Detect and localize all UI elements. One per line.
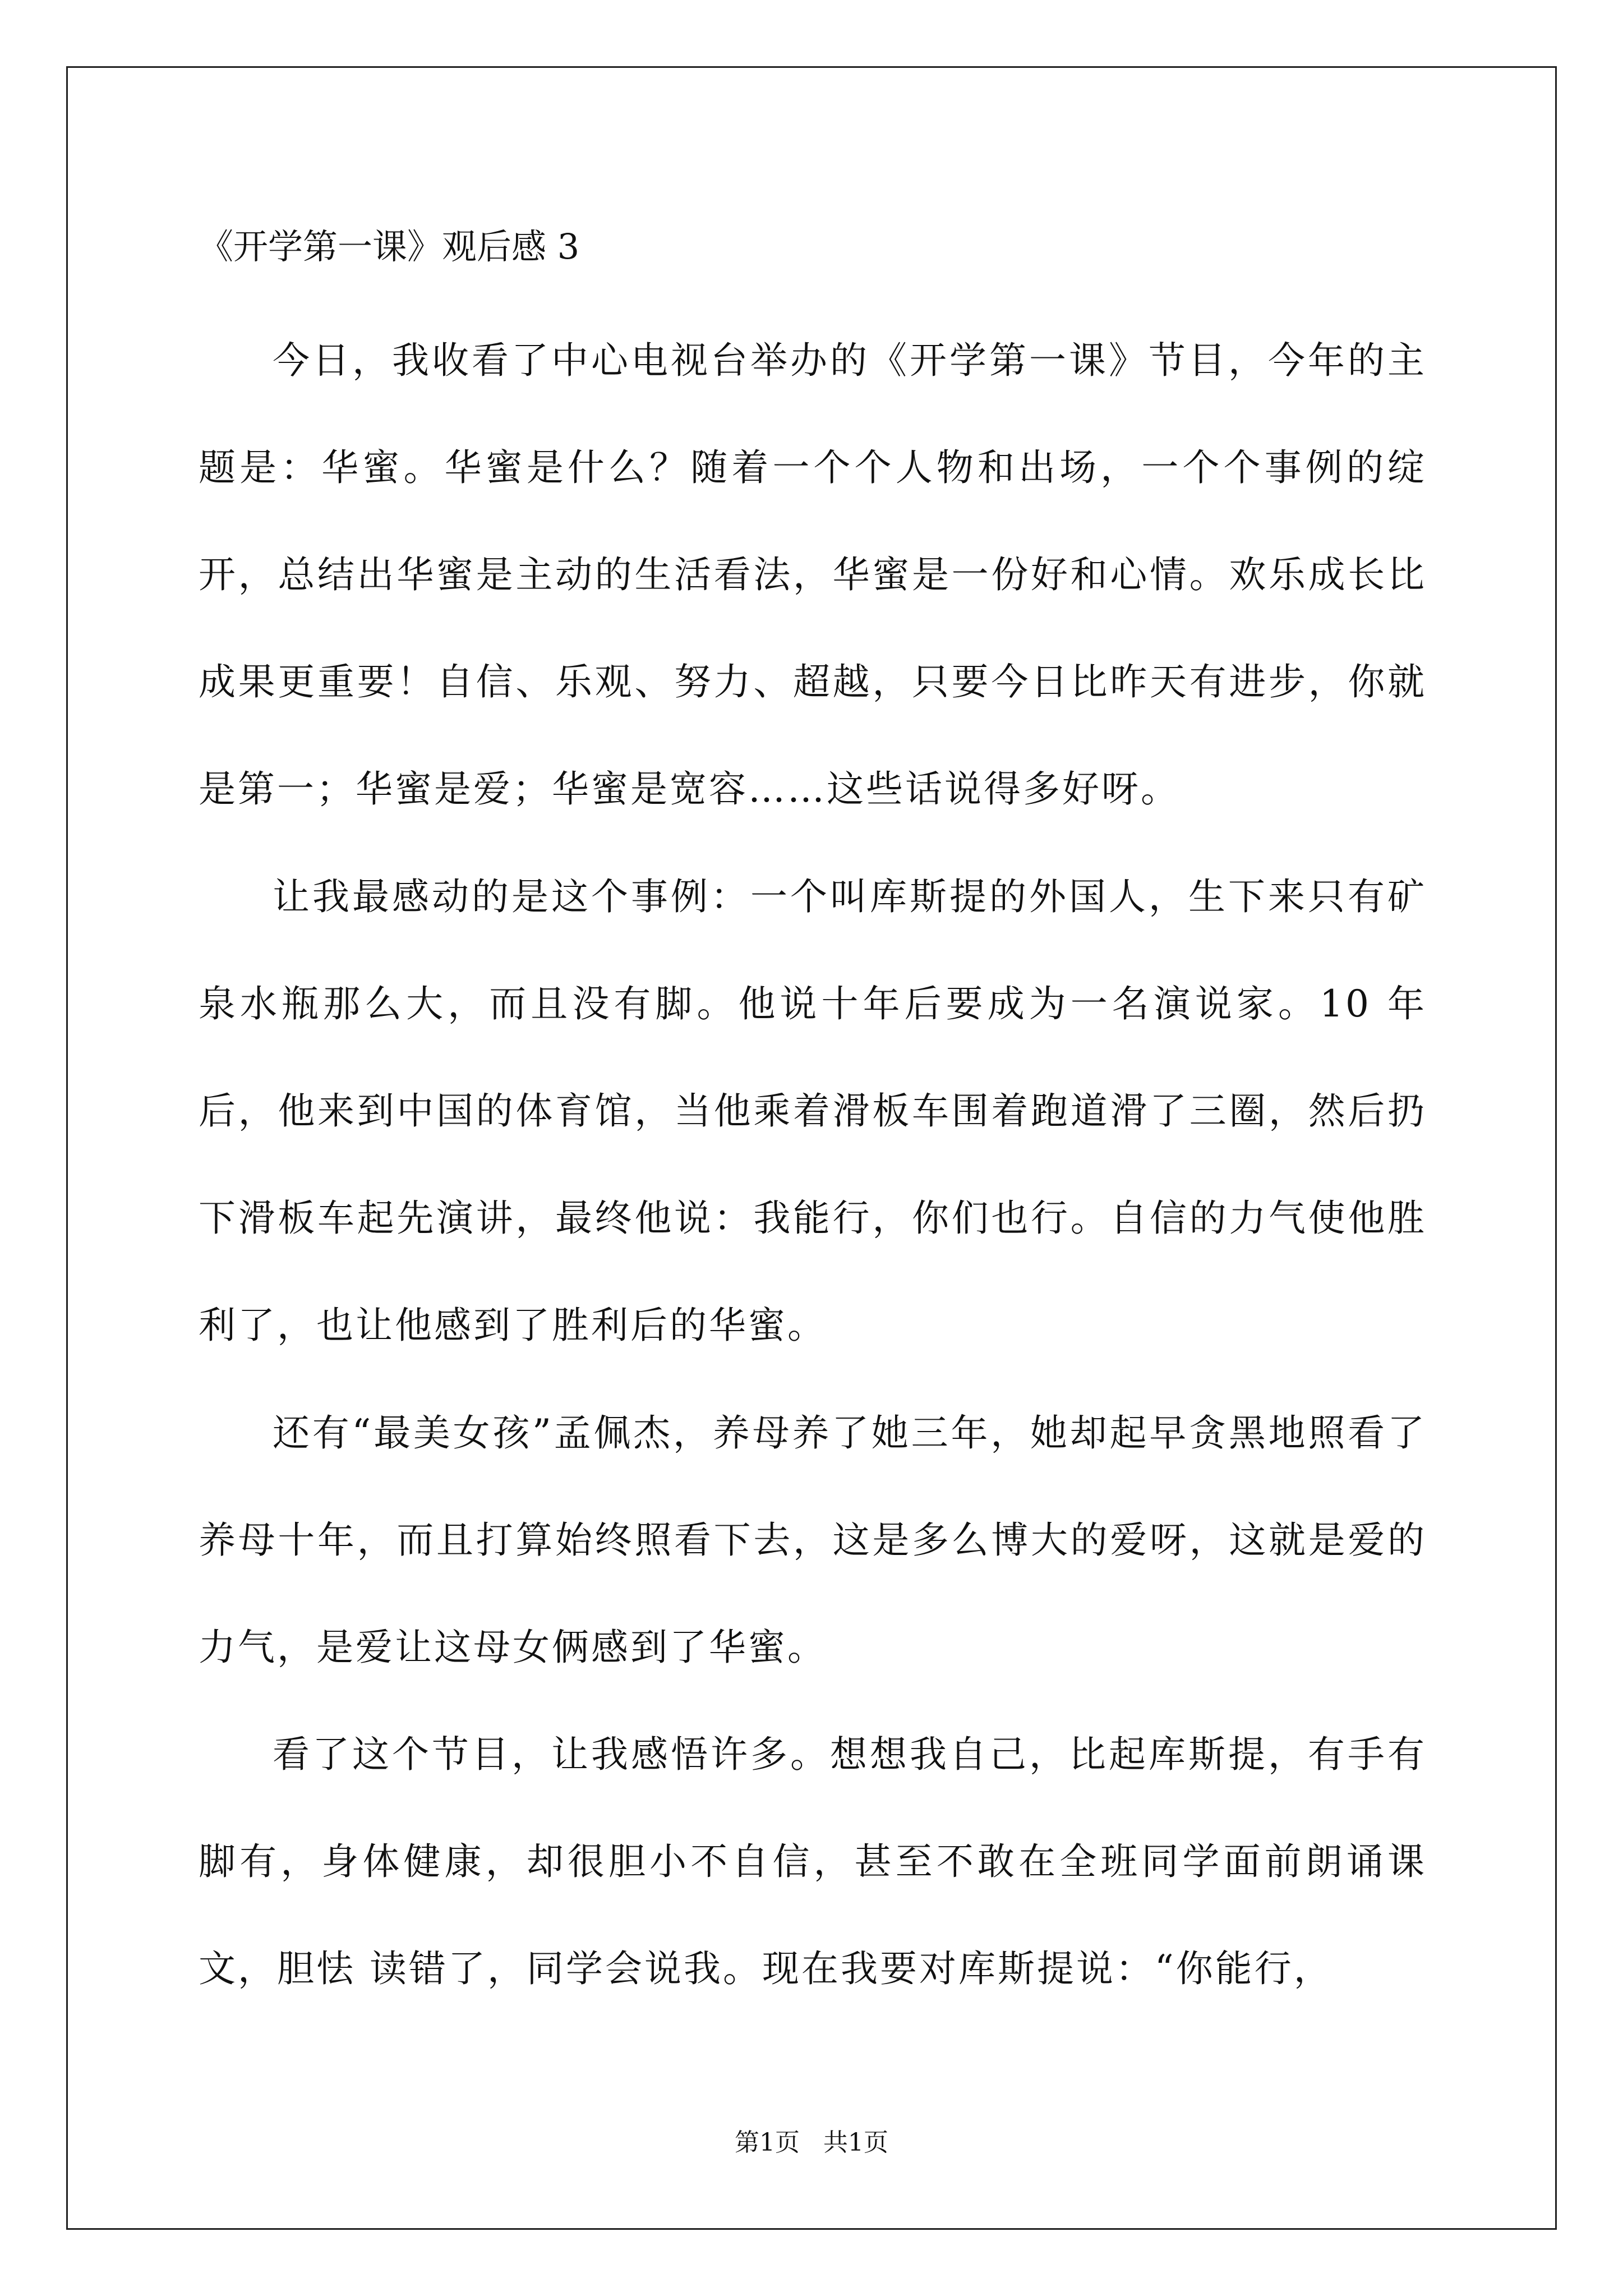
paragraph-1: 今日，我收看了中心电视台举办的《开学第一课》节目，今年的主题是：华蜜。华蜜是什么？随着一个个人物和出场，一个个事例的绽开，总结出华蜜是主动的生活看法，华蜜是一份好和心情。欢乐成长比成果更重要！自信、乐观、努力、超越，只要今日比昨天有进步，你就是第一；华蜜是爱；华蜜是宽容……这些话说得多好呀。 [199,339,1427,811]
paragraph-2: 让我最感动的是这个事例：一个叫库斯提的外国人，生下来只有矿泉水瓶那么大，而且没有脚。他说十年后要成为一名演说家。10 年后，他来到中国的体育馆，当他乘着滑板车围着跑道滑了三圈，然后扔下滑板车起先演讲，最终他说：我能行，你们也行。自信的力气使他胜利了，也让他感到了胜利后的华蜜。 [199,875,1427,1347]
page-footer: 第1页 共1页 [735,2128,888,2157]
paragraph-3: 还有“最美女孩”孟佩杰，养母养了她三年，她却起早贪黑地照看了养母十年，而且打算始终照看下去，这是多么博大的爱呀，这就是爱的力气，是爱让这母女俩感到了华蜜。 [199,1411,1427,1669]
document-title: 《开学第一课》观后感 3 [199,226,580,267]
paragraph-4: 看了这个节目，让我感悟许多。想想我自己，比起库斯提，有手有脚有，身体健康，却很胆小不自信，甚至不敢在全班同学面前朗诵课文，胆怯 读错了，同学会说我。现在我要对库斯提说：“你能行， [199,1733,1427,1990]
